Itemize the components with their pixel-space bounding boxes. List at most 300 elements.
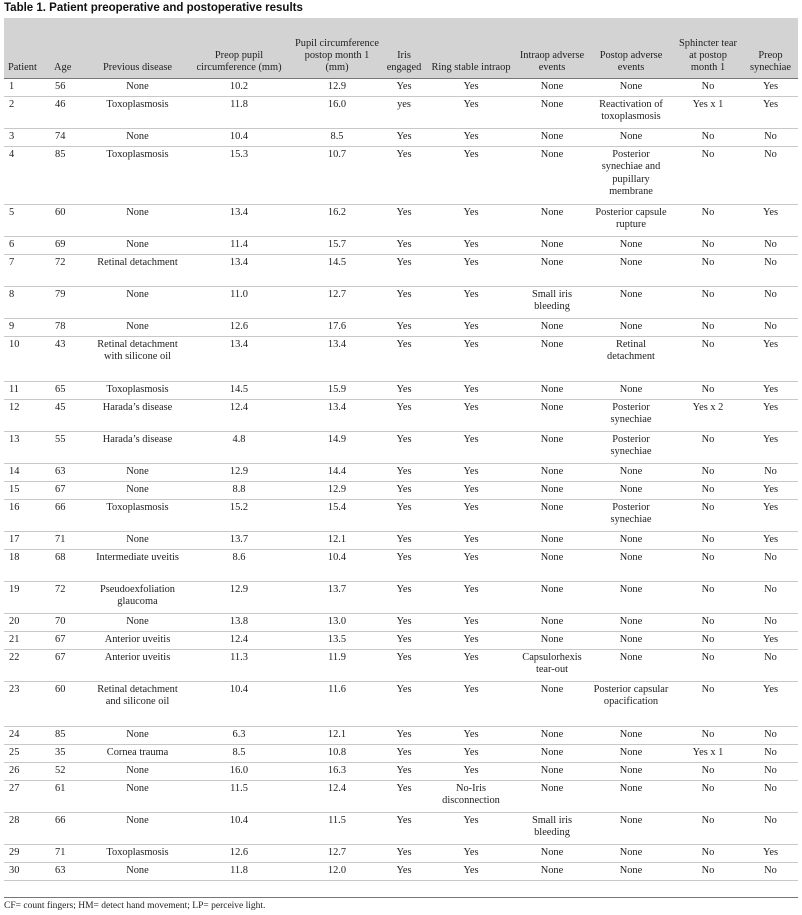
cell-patient: 26: [4, 762, 50, 780]
cell-sphincter-tear: No: [673, 549, 743, 581]
cell-previous-disease: Cornea trauma: [90, 744, 185, 762]
cell-sphincter-tear: No: [673, 481, 743, 499]
cell-postop-events: Posterior capsule rupture: [589, 204, 673, 236]
cell-patient: 21: [4, 631, 50, 649]
cell-intraop-events: None: [515, 336, 589, 381]
cell-intraop-events: None: [515, 463, 589, 481]
cell-ring-stable: Yes: [427, 381, 515, 399]
cell-age: 79: [50, 286, 90, 318]
cell-ring-stable: Yes: [427, 336, 515, 381]
cell-age: 60: [50, 204, 90, 236]
cell-ring-stable: Yes: [427, 681, 515, 726]
cell-sphincter-tear: No: [673, 236, 743, 254]
cell-preop-pupil: 8.8: [185, 481, 293, 499]
table-footnote: CF= count fingers; HM= detect hand movement; LP= perceive light.: [4, 901, 266, 911]
cell-ring-stable: Yes: [427, 613, 515, 631]
cell-iris-engaged: Yes: [381, 780, 427, 812]
table-row: [4, 780, 798, 812]
cell-patient: 6: [4, 236, 50, 254]
cell-patient: 17: [4, 531, 50, 549]
cell-ring-stable: Yes: [427, 762, 515, 780]
cell-age: 67: [50, 649, 90, 681]
cell-postop-events: Retinal detachment: [589, 336, 673, 381]
cell-preop-synechiae: No: [743, 286, 798, 318]
cell-postop-events: None: [589, 481, 673, 499]
cell-preop-pupil: 8.6: [185, 549, 293, 581]
cell-postop-events: None: [589, 780, 673, 812]
cell-iris-engaged: Yes: [381, 631, 427, 649]
cell-sphincter-tear: No: [673, 128, 743, 146]
cell-sphincter-tear: No: [673, 681, 743, 726]
cell-iris-engaged: Yes: [381, 812, 427, 844]
header-iris-engaged: Iris engaged: [381, 18, 427, 78]
cell-postop-pupil: 8.5: [293, 128, 381, 146]
cell-ring-stable: Yes: [427, 862, 515, 880]
header-preop-synechiae: Preop synechiae: [743, 18, 798, 78]
table-row: [4, 336, 798, 381]
cell-age: 85: [50, 726, 90, 744]
cell-postop-pupil: 15.9: [293, 381, 381, 399]
cell-preop-synechiae: No: [743, 726, 798, 744]
cell-age: 71: [50, 531, 90, 549]
cell-preop-pupil: 10.4: [185, 681, 293, 726]
cell-postop-events: None: [589, 812, 673, 844]
table-row: [4, 812, 798, 844]
cell-sphincter-tear: No: [673, 318, 743, 336]
cell-postop-pupil: 15.7: [293, 236, 381, 254]
cell-preop-pupil: 11.3: [185, 649, 293, 681]
cell-sphincter-tear: Yes x 1: [673, 744, 743, 762]
cell-postop-pupil: 12.9: [293, 78, 381, 96]
cell-intraop-events: None: [515, 431, 589, 463]
cell-intraop-events: None: [515, 762, 589, 780]
table-row: [4, 128, 798, 146]
cell-ring-stable: Yes: [427, 549, 515, 581]
cell-postop-pupil: 10.7: [293, 146, 381, 204]
cell-intraop-events: None: [515, 236, 589, 254]
cell-postop-events: None: [589, 531, 673, 549]
cell-patient: 30: [4, 862, 50, 880]
cell-patient: 19: [4, 581, 50, 613]
cell-preop-pupil: 11.4: [185, 236, 293, 254]
cell-postop-events: None: [589, 254, 673, 286]
cell-postop-events: None: [589, 649, 673, 681]
cell-postop-pupil: 13.0: [293, 613, 381, 631]
cell-preop-synechiae: No: [743, 812, 798, 844]
cell-postop-events: Posterior synechiae and pupillary membrane: [589, 146, 673, 204]
cell-sphincter-tear: No: [673, 844, 743, 862]
cell-postop-pupil: 12.9: [293, 481, 381, 499]
cell-iris-engaged: Yes: [381, 128, 427, 146]
table-title: Table 1. Patient preoperative and postoperative results: [4, 2, 303, 14]
cell-postop-pupil: 11.5: [293, 812, 381, 844]
cell-preop-pupil: 10.4: [185, 812, 293, 844]
cell-iris-engaged: Yes: [381, 381, 427, 399]
cell-age: 35: [50, 744, 90, 762]
cell-intraop-events: None: [515, 780, 589, 812]
cell-iris-engaged: Yes: [381, 336, 427, 381]
cell-iris-engaged: Yes: [381, 531, 427, 549]
table-body: [4, 78, 798, 880]
cell-preop-synechiae: Yes: [743, 96, 798, 128]
cell-sphincter-tear: No: [673, 762, 743, 780]
cell-postop-events: None: [589, 286, 673, 318]
cell-preop-synechiae: No: [743, 146, 798, 204]
cell-sphincter-tear: No: [673, 336, 743, 381]
cell-postop-pupil: 13.4: [293, 336, 381, 381]
cell-iris-engaged: Yes: [381, 481, 427, 499]
table-row: [4, 649, 798, 681]
cell-previous-disease: None: [90, 78, 185, 96]
cell-preop-pupil: 13.4: [185, 204, 293, 236]
cell-preop-pupil: 16.0: [185, 762, 293, 780]
cell-iris-engaged: Yes: [381, 146, 427, 204]
cell-patient: 11: [4, 381, 50, 399]
cell-postop-pupil: 13.7: [293, 581, 381, 613]
table-row: [4, 481, 798, 499]
cell-age: 66: [50, 499, 90, 531]
cell-intraop-events: None: [515, 744, 589, 762]
cell-preop-synechiae: Yes: [743, 481, 798, 499]
cell-preop-synechiae: No: [743, 649, 798, 681]
cell-sphincter-tear: No: [673, 499, 743, 531]
cell-preop-synechiae: Yes: [743, 336, 798, 381]
cell-age: 78: [50, 318, 90, 336]
cell-iris-engaged: Yes: [381, 649, 427, 681]
cell-intraop-events: None: [515, 681, 589, 726]
cell-age: 45: [50, 399, 90, 431]
cell-previous-disease: Retinal detachment and silicone oil: [90, 681, 185, 726]
cell-ring-stable: Yes: [427, 286, 515, 318]
cell-iris-engaged: yes: [381, 96, 427, 128]
cell-age: 71: [50, 844, 90, 862]
cell-preop-synechiae: Yes: [743, 844, 798, 862]
cell-age: 60: [50, 681, 90, 726]
cell-sphincter-tear: No: [673, 431, 743, 463]
cell-sphincter-tear: No: [673, 146, 743, 204]
table-row: [4, 78, 798, 96]
cell-preop-pupil: 13.7: [185, 531, 293, 549]
cell-postop-events: Posterior synechiae: [589, 431, 673, 463]
cell-previous-disease: Harada’s disease: [90, 399, 185, 431]
cell-preop-synechiae: Yes: [743, 399, 798, 431]
cell-ring-stable: Yes: [427, 254, 515, 286]
table-bottom-rule: [4, 897, 798, 898]
cell-previous-disease: None: [90, 862, 185, 880]
cell-previous-disease: None: [90, 481, 185, 499]
cell-postop-events: None: [589, 844, 673, 862]
cell-age: 72: [50, 581, 90, 613]
cell-intraop-events: None: [515, 499, 589, 531]
cell-iris-engaged: Yes: [381, 254, 427, 286]
cell-intraop-events: None: [515, 862, 589, 880]
cell-preop-pupil: 11.5: [185, 780, 293, 812]
cell-preop-synechiae: Yes: [743, 204, 798, 236]
cell-preop-pupil: 11.0: [185, 286, 293, 318]
cell-preop-synechiae: Yes: [743, 381, 798, 399]
cell-preop-pupil: 10.2: [185, 78, 293, 96]
cell-preop-synechiae: Yes: [743, 531, 798, 549]
cell-age: 63: [50, 862, 90, 880]
cell-postop-pupil: 12.7: [293, 286, 381, 318]
cell-previous-disease: Anterior uveitis: [90, 631, 185, 649]
cell-preop-synechiae: Yes: [743, 631, 798, 649]
cell-iris-engaged: Yes: [381, 78, 427, 96]
cell-previous-disease: None: [90, 286, 185, 318]
table-row: [4, 286, 798, 318]
cell-preop-pupil: 12.6: [185, 318, 293, 336]
cell-previous-disease: None: [90, 780, 185, 812]
cell-preop-synechiae: Yes: [743, 78, 798, 96]
table-row: [4, 531, 798, 549]
header-age: Age: [50, 18, 90, 78]
cell-ring-stable: Yes: [427, 844, 515, 862]
cell-patient: 3: [4, 128, 50, 146]
cell-ring-stable: Yes: [427, 812, 515, 844]
header-postop-events: Postop adverse events: [589, 18, 673, 78]
cell-intraop-events: None: [515, 254, 589, 286]
table-row: [4, 681, 798, 726]
cell-preop-pupil: 12.9: [185, 581, 293, 613]
cell-patient: 22: [4, 649, 50, 681]
cell-sphincter-tear: No: [673, 613, 743, 631]
cell-patient: 27: [4, 780, 50, 812]
cell-patient: 28: [4, 812, 50, 844]
cell-preop-synechiae: No: [743, 318, 798, 336]
cell-sphincter-tear: No: [673, 286, 743, 318]
patient-results-table: [4, 18, 798, 881]
cell-postop-pupil: 16.3: [293, 762, 381, 780]
cell-patient: 10: [4, 336, 50, 381]
cell-patient: 1: [4, 78, 50, 96]
cell-ring-stable: Yes: [427, 96, 515, 128]
cell-ring-stable: Yes: [427, 499, 515, 531]
cell-postop-events: None: [589, 613, 673, 631]
table-row: [4, 862, 798, 880]
cell-postop-events: Reactivation of toxoplasmosis: [589, 96, 673, 128]
cell-previous-disease: None: [90, 613, 185, 631]
cell-iris-engaged: Yes: [381, 286, 427, 318]
cell-postop-events: None: [589, 463, 673, 481]
header-previous-disease: Previous disease: [90, 18, 185, 78]
cell-age: 69: [50, 236, 90, 254]
cell-iris-engaged: Yes: [381, 318, 427, 336]
cell-age: 55: [50, 431, 90, 463]
cell-postop-events: None: [589, 862, 673, 880]
cell-postop-pupil: 12.1: [293, 726, 381, 744]
cell-postop-events: None: [589, 128, 673, 146]
cell-previous-disease: None: [90, 812, 185, 844]
cell-intraop-events: None: [515, 78, 589, 96]
cell-intraop-events: None: [515, 549, 589, 581]
cell-patient: 9: [4, 318, 50, 336]
cell-age: 72: [50, 254, 90, 286]
cell-previous-disease: Toxoplasmosis: [90, 381, 185, 399]
cell-patient: 15: [4, 481, 50, 499]
cell-ring-stable: Yes: [427, 399, 515, 431]
cell-intraop-events: None: [515, 399, 589, 431]
cell-patient: 16: [4, 499, 50, 531]
cell-preop-pupil: 15.2: [185, 499, 293, 531]
cell-preop-synechiae: No: [743, 128, 798, 146]
cell-previous-disease: None: [90, 236, 185, 254]
cell-preop-synechiae: No: [743, 581, 798, 613]
cell-ring-stable: Yes: [427, 78, 515, 96]
cell-iris-engaged: Yes: [381, 431, 427, 463]
cell-postop-pupil: 16.0: [293, 96, 381, 128]
cell-patient: 18: [4, 549, 50, 581]
cell-previous-disease: None: [90, 531, 185, 549]
cell-ring-stable: No-Iris disconnection: [427, 780, 515, 812]
cell-sphincter-tear: No: [673, 649, 743, 681]
cell-preop-pupil: 6.3: [185, 726, 293, 744]
cell-previous-disease: Toxoplasmosis: [90, 146, 185, 204]
cell-age: 67: [50, 631, 90, 649]
cell-preop-pupil: 14.5: [185, 381, 293, 399]
cell-sphincter-tear: No: [673, 780, 743, 812]
header-ring-stable: Ring stable intraop: [427, 18, 515, 78]
cell-previous-disease: Anterior uveitis: [90, 649, 185, 681]
cell-age: 65: [50, 381, 90, 399]
cell-iris-engaged: Yes: [381, 726, 427, 744]
cell-sphincter-tear: No: [673, 463, 743, 481]
cell-postop-events: Posterior synechiae: [589, 399, 673, 431]
cell-postop-pupil: 12.4: [293, 780, 381, 812]
cell-intraop-events: None: [515, 613, 589, 631]
cell-previous-disease: Pseudoexfoliation glaucoma: [90, 581, 185, 613]
cell-intraop-events: None: [515, 318, 589, 336]
cell-age: 63: [50, 463, 90, 481]
cell-age: 66: [50, 812, 90, 844]
cell-previous-disease: Retinal detachment with silicone oil: [90, 336, 185, 381]
cell-ring-stable: Yes: [427, 744, 515, 762]
table-row: [4, 726, 798, 744]
cell-sphincter-tear: Yes x 1: [673, 96, 743, 128]
cell-previous-disease: None: [90, 762, 185, 780]
cell-postop-pupil: 11.9: [293, 649, 381, 681]
cell-iris-engaged: Yes: [381, 762, 427, 780]
cell-patient: 24: [4, 726, 50, 744]
cell-intraop-events: Capsulorhexis tear-out: [515, 649, 589, 681]
cell-intraop-events: None: [515, 581, 589, 613]
cell-postop-pupil: 14.9: [293, 431, 381, 463]
cell-postop-pupil: 15.4: [293, 499, 381, 531]
cell-patient: 8: [4, 286, 50, 318]
cell-postop-pupil: 16.2: [293, 204, 381, 236]
cell-postop-pupil: 10.4: [293, 549, 381, 581]
cell-iris-engaged: Yes: [381, 204, 427, 236]
cell-postop-events: None: [589, 726, 673, 744]
cell-iris-engaged: Yes: [381, 681, 427, 726]
cell-iris-engaged: Yes: [381, 399, 427, 431]
table-row: [4, 581, 798, 613]
header-intraop-events: Intraop adverse events: [515, 18, 589, 78]
cell-previous-disease: Toxoplasmosis: [90, 844, 185, 862]
cell-patient: 7: [4, 254, 50, 286]
cell-postop-events: None: [589, 762, 673, 780]
cell-age: 43: [50, 336, 90, 381]
cell-patient: 29: [4, 844, 50, 862]
cell-sphincter-tear: Yes x 2: [673, 399, 743, 431]
table-row: [4, 204, 798, 236]
table-row: [4, 146, 798, 204]
cell-patient: 5: [4, 204, 50, 236]
cell-sphincter-tear: No: [673, 581, 743, 613]
cell-iris-engaged: Yes: [381, 549, 427, 581]
cell-age: 46: [50, 96, 90, 128]
cell-preop-synechiae: No: [743, 780, 798, 812]
cell-ring-stable: Yes: [427, 581, 515, 613]
table-row: [4, 236, 798, 254]
cell-preop-synechiae: No: [743, 463, 798, 481]
cell-intraop-events: None: [515, 531, 589, 549]
table-row: [4, 96, 798, 128]
table-row: [4, 463, 798, 481]
cell-postop-events: None: [589, 549, 673, 581]
cell-preop-synechiae: No: [743, 862, 798, 880]
cell-preop-synechiae: No: [743, 236, 798, 254]
cell-patient: 14: [4, 463, 50, 481]
cell-sphincter-tear: No: [673, 254, 743, 286]
cell-previous-disease: Toxoplasmosis: [90, 96, 185, 128]
cell-previous-disease: None: [90, 204, 185, 236]
table-row: [4, 762, 798, 780]
table-row: [4, 549, 798, 581]
cell-age: 74: [50, 128, 90, 146]
table-row: [4, 744, 798, 762]
cell-preop-pupil: 12.9: [185, 463, 293, 481]
cell-patient: 20: [4, 613, 50, 631]
cell-preop-synechiae: No: [743, 744, 798, 762]
cell-preop-synechiae: Yes: [743, 431, 798, 463]
cell-preop-synechiae: No: [743, 762, 798, 780]
cell-ring-stable: Yes: [427, 463, 515, 481]
cell-ring-stable: Yes: [427, 128, 515, 146]
cell-intraop-events: None: [515, 96, 589, 128]
cell-patient: 12: [4, 399, 50, 431]
cell-age: 68: [50, 549, 90, 581]
cell-age: 56: [50, 78, 90, 96]
cell-intraop-events: None: [515, 844, 589, 862]
cell-age: 61: [50, 780, 90, 812]
cell-preop-pupil: 4.8: [185, 431, 293, 463]
cell-preop-pupil: 13.4: [185, 336, 293, 381]
cell-intraop-events: None: [515, 381, 589, 399]
cell-preop-pupil: 15.3: [185, 146, 293, 204]
cell-previous-disease: Harada’s disease: [90, 431, 185, 463]
cell-preop-synechiae: No: [743, 549, 798, 581]
cell-preop-pupil: 12.4: [185, 631, 293, 649]
cell-preop-synechiae: No: [743, 613, 798, 631]
cell-previous-disease: Intermediate uveitis: [90, 549, 185, 581]
cell-postop-events: None: [589, 381, 673, 399]
cell-intraop-events: Small iris bleeding: [515, 286, 589, 318]
cell-ring-stable: Yes: [427, 726, 515, 744]
cell-postop-events: None: [589, 78, 673, 96]
cell-ring-stable: Yes: [427, 146, 515, 204]
cell-iris-engaged: Yes: [381, 613, 427, 631]
cell-iris-engaged: Yes: [381, 581, 427, 613]
cell-age: 67: [50, 481, 90, 499]
cell-postop-events: None: [589, 744, 673, 762]
cell-postop-pupil: 12.0: [293, 862, 381, 880]
cell-postop-pupil: 11.6: [293, 681, 381, 726]
table-row: [4, 613, 798, 631]
cell-patient: 2: [4, 96, 50, 128]
cell-ring-stable: Yes: [427, 481, 515, 499]
cell-postop-pupil: 13.5: [293, 631, 381, 649]
cell-preop-pupil: 12.6: [185, 844, 293, 862]
